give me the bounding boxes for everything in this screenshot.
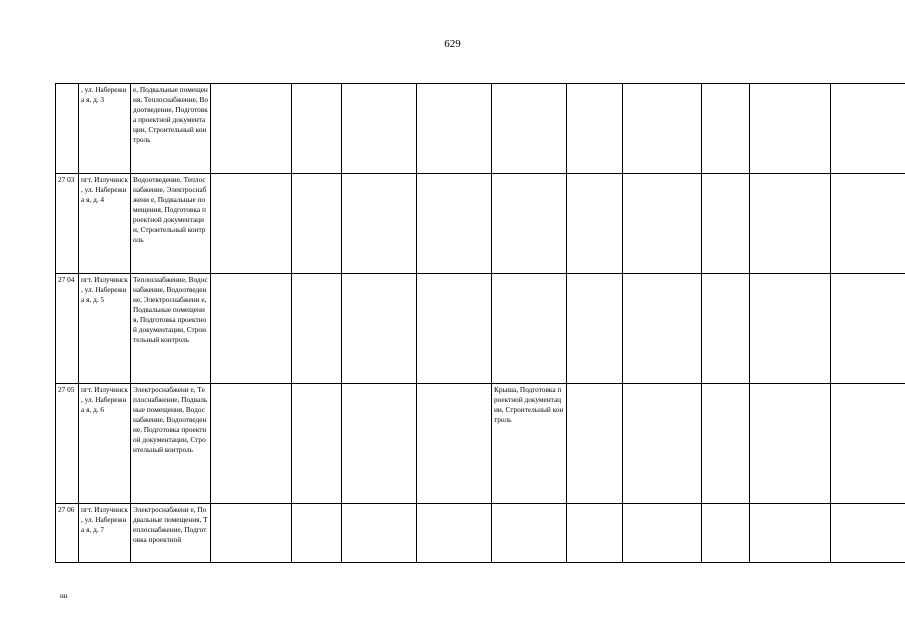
empty-cell	[750, 174, 831, 274]
empty-cell	[342, 84, 417, 174]
empty-cell	[702, 174, 750, 274]
empty-cell	[292, 84, 342, 174]
roof-works-cell	[492, 174, 567, 274]
row-number-cell: 27 04	[56, 274, 79, 384]
empty-cell	[567, 274, 623, 384]
empty-cell	[623, 384, 702, 504]
empty-cell	[211, 174, 292, 274]
empty-cell	[417, 274, 492, 384]
empty-cell	[623, 274, 702, 384]
empty-cell	[342, 174, 417, 274]
empty-cell	[831, 384, 905, 504]
empty-cell	[292, 384, 342, 504]
empty-cell	[417, 384, 492, 504]
empty-cell	[623, 504, 702, 563]
roof-works-cell: Крыша, Подготовка проектной документации, Строительный контроль	[492, 384, 567, 504]
row-number-cell: 27 05	[56, 384, 79, 504]
address-cell: пгт. Излучинск , ул. Набережна я, д. 7	[79, 504, 131, 563]
works-cell: Электроснабжени е, Подвальные помещения, Теплоснабжение, Подготовка проектной	[131, 504, 211, 563]
empty-cell	[702, 384, 750, 504]
empty-cell	[567, 384, 623, 504]
empty-cell	[702, 84, 750, 174]
empty-cell	[292, 174, 342, 274]
roof-works-cell	[492, 504, 567, 563]
row-number-cell	[56, 84, 79, 174]
empty-cell	[567, 84, 623, 174]
empty-cell	[750, 504, 831, 563]
empty-cell	[292, 274, 342, 384]
address-cell: пгт. Излучинск , ул. Набережна я, д. 5	[79, 274, 131, 384]
roof-works-cell	[492, 274, 567, 384]
empty-cell	[831, 274, 905, 384]
empty-cell	[702, 274, 750, 384]
page-number: 629	[444, 38, 461, 50]
empty-cell	[342, 384, 417, 504]
works-cell: Теплоснабжение, Водоснабжение, Водоотведение, Электроснабжени е, Подвальные помещения, Подготовка проектной документации, Строительный контроль	[131, 274, 211, 384]
empty-cell	[750, 274, 831, 384]
works-cell: е, Подвальные помещения, Теплоснабжение, Водоотведение, Подготовка проектной документации, Строительный контроль	[131, 84, 211, 174]
empty-cell	[623, 174, 702, 274]
works-cell: Электроснабжени е, Теплоснабжение, Подвальные помещения, Водоснабжение, Водоотведение, Подготовка проектной документации, Строительный контроль	[131, 384, 211, 504]
empty-cell	[567, 504, 623, 563]
empty-cell	[417, 504, 492, 563]
table-row	[56, 274, 905, 384]
address-cell: пгт. Излучинск , ул. Набережна я, д. 4	[79, 174, 131, 274]
empty-cell	[831, 504, 905, 563]
works-table	[55, 83, 905, 563]
empty-cell	[211, 84, 292, 174]
empty-cell	[567, 174, 623, 274]
footer-mark: нн	[60, 592, 68, 600]
empty-cell	[211, 504, 292, 563]
address-cell: , ул. Набережна я, д. 3	[79, 84, 131, 174]
empty-cell	[342, 274, 417, 384]
empty-cell	[417, 174, 492, 274]
table-row	[56, 384, 905, 504]
empty-cell	[211, 384, 292, 504]
empty-cell	[292, 504, 342, 563]
table-row	[56, 84, 905, 174]
works-cell: Водоотведение, Теплоснабжение, Электроснабжени е, Подвальные помещения, Подготовка проектной документации, Строительный контроль	[131, 174, 211, 274]
table-row	[56, 174, 905, 274]
row-number-cell: 27 06	[56, 504, 79, 563]
empty-cell	[750, 384, 831, 504]
empty-cell	[750, 84, 831, 174]
empty-cell	[831, 84, 905, 174]
row-number-cell: 27 03	[56, 174, 79, 274]
empty-cell	[702, 504, 750, 563]
empty-cell	[342, 504, 417, 563]
empty-cell	[623, 84, 702, 174]
empty-cell	[831, 174, 905, 274]
empty-cell	[417, 84, 492, 174]
table-row	[56, 504, 905, 563]
address-cell: пгт. Излучинск , ул. Набережна я, д. 6	[79, 384, 131, 504]
roof-works-cell	[492, 84, 567, 174]
empty-cell	[211, 274, 292, 384]
